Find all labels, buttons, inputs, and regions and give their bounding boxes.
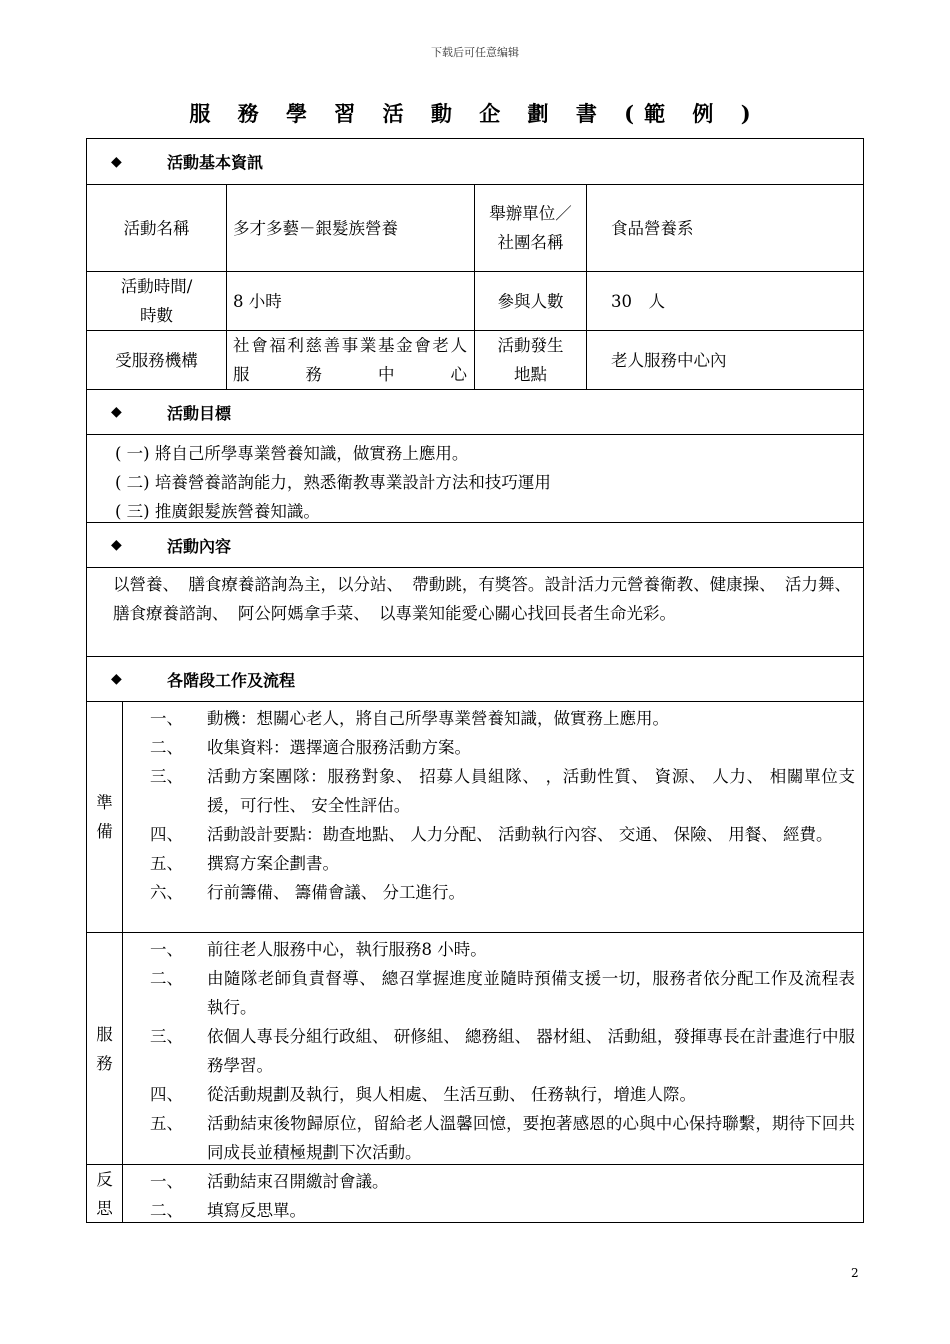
step-item [150, 1022, 855, 1080]
page-number: 2 [851, 1266, 859, 1280]
activity-name-label: 活動名稱 [87, 185, 227, 271]
step-number: 六、 [150, 883, 183, 902]
step-text: 填寫反思單。 [207, 1201, 306, 1220]
step-number: 三、 [150, 767, 183, 786]
section-title: 各階段工作及流程 [167, 670, 296, 690]
stage-label-char: 服 [96, 1024, 113, 1044]
stage-steps [123, 933, 863, 1164]
step-number: 二、 [150, 1201, 183, 1220]
step-text: 前往老人服務中心，執行服務8 小時。 [207, 940, 487, 959]
step-text: 動機：想關心老人，將自己所學專業營養知識，做實務上應用。 [207, 709, 669, 728]
stage-label [87, 702, 123, 932]
organizer-value: 食品營養系 [611, 218, 694, 238]
goal-item: ( 三) 推廣銀髮族營養知識。 [115, 502, 320, 521]
stage-steps [123, 1165, 863, 1222]
stage-label-char: 準 [96, 793, 113, 812]
plan-form [86, 138, 864, 1223]
stage-label [87, 933, 123, 1164]
stage-reflect [87, 1164, 863, 1222]
step-text: 活動結束後物歸原位，留給老人溫馨回憶，要抱著感恩的心與中心保持聯繫，期待下回共同成長並積極規劃下次活動。 [207, 1114, 855, 1162]
section-goals [87, 389, 863, 434]
step-item [150, 1196, 855, 1225]
participants-label: 參與人數 [475, 272, 587, 330]
stage-label-char: 務 [96, 1053, 113, 1073]
step-item [150, 1167, 855, 1196]
step-number: 五、 [150, 1114, 183, 1133]
section-content [87, 522, 863, 567]
activity-name-value: 多才多藝－銀髮族營養 [227, 185, 475, 271]
location-value: 老人服務中心內 [611, 350, 727, 370]
participants-value: 30 人 [611, 291, 665, 311]
diamond-icon: ◆ [111, 404, 122, 420]
section-basic-info [87, 139, 863, 184]
step-number: 三、 [150, 1027, 183, 1046]
step-number: 一、 [150, 709, 183, 728]
step-text: 撰寫方案企劃書。 [207, 854, 339, 873]
step-number: 一、 [150, 940, 183, 959]
page-title: 服 務 學 習 活 動 企 劃 書 (範 例 ) [189, 101, 761, 126]
stage-label-char: 反 [96, 1169, 113, 1189]
step-text: 行前籌備、 籌備會議、 分工進行。 [207, 883, 465, 902]
info-row-name [87, 184, 863, 271]
stage-service [87, 932, 863, 1164]
step-text: 收集資料：選擇適合服務活動方案。 [207, 738, 471, 757]
step-text: 活動設計要點：勘查地點、 人力分配、 活動執行內容、 交通、 保險、 用餐、 經費。 [207, 825, 833, 844]
stage-label [87, 1165, 123, 1222]
section-title: 活動目標 [167, 403, 232, 423]
content-text: 以營養、 膳食療養諮詢為主，以分站、 帶動跳，有獎答。設計活力元營養衛教、健康操、 活力舞、 膳食療養諮詢、 阿公阿媽拿手菜、 以專業知能愛心關心找回長者生命光彩。 [87, 567, 863, 656]
section-title: 活動內容 [167, 536, 232, 556]
stage-steps [123, 702, 863, 932]
step-number: 一、 [150, 1172, 183, 1191]
step-text: 活動結束召開繳討會議。 [207, 1172, 389, 1191]
step-item [150, 762, 855, 820]
served-org-label: 受服務機構 [87, 331, 227, 389]
step-number: 二、 [150, 738, 183, 757]
goal-item: ( 一) 將自己所學專業營養知識，做實務上應用。 [115, 444, 469, 463]
step-item [150, 733, 855, 762]
info-row-org [87, 330, 863, 389]
stage-label-char: 備 [96, 822, 113, 841]
step-number: 四、 [150, 825, 183, 844]
diamond-icon: ◆ [111, 671, 122, 687]
step-number: 二、 [150, 969, 183, 988]
step-item [150, 704, 855, 733]
info-row-duration [87, 271, 863, 330]
step-item [150, 849, 855, 878]
location-label: 活動發生地點 [475, 331, 587, 389]
step-text: 從活動規劃及執行，與人相處、 生活互動、 任務執行，增進人際。 [207, 1085, 696, 1104]
served-org-value: 社會福利慈善事業基金會老人服務中心 [227, 331, 475, 389]
step-text: 依個人專長分組行政組、 研修組、 總務組、 器材組、 活動組，發揮專長在計畫進行中服務學習。 [207, 1027, 855, 1075]
step-text: 活動方案團隊：服務對象、 招募人員組隊、 ，活動性質、 資源、 人力、 相關單位支援，可行性、 安全性評估。 [207, 767, 855, 815]
header-note: 下载后可任意编辑 [431, 46, 519, 59]
stage-prepare [87, 701, 863, 932]
step-number: 五、 [150, 854, 183, 873]
section-title: 活動基本資訊 [167, 153, 264, 172]
diamond-icon: ◆ [111, 153, 122, 170]
step-number: 四、 [150, 1085, 183, 1104]
organizer-label: 舉辦單位／社團名稱 [475, 185, 587, 271]
stage-label-char: 思 [96, 1198, 113, 1218]
step-item [150, 1109, 855, 1167]
step-item [150, 1080, 855, 1109]
step-text: 由隨隊老師負責督導、 總召掌握進度並隨時預備支援一切，服務者依分配工作及流程表執行。 [207, 969, 855, 1017]
step-item [150, 820, 855, 849]
step-item [150, 878, 855, 907]
diamond-icon: ◆ [111, 537, 122, 553]
step-item [150, 935, 855, 964]
goal-item: ( 二) 培養營養諮詢能力，熟悉衛教專業設計方法和技巧運用 [115, 473, 551, 492]
step-item [150, 964, 855, 1022]
section-flow [87, 656, 863, 701]
duration-label: 活動時間/時數 [87, 272, 227, 330]
duration-value: 8 小時 [227, 272, 475, 330]
goals-list [87, 434, 863, 522]
